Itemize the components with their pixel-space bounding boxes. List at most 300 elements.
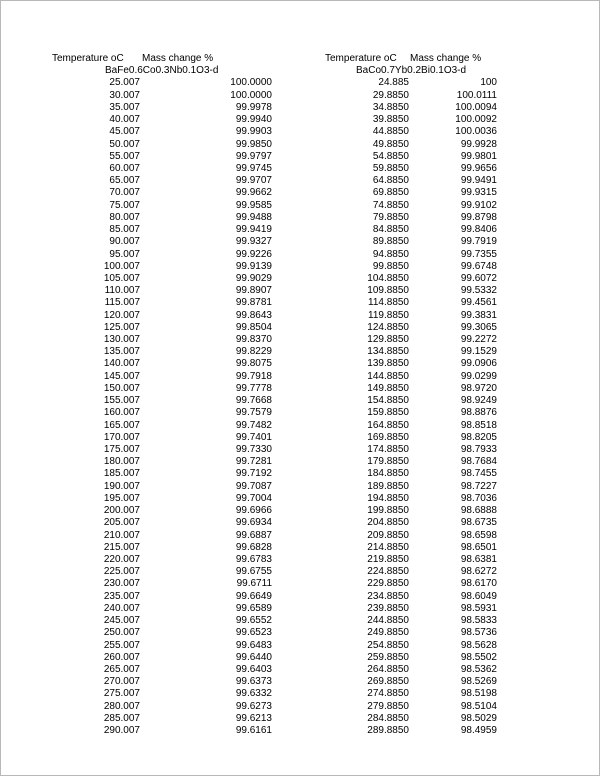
mass-change-cell: 98.9720 <box>460 382 497 394</box>
mass-change-cell: 100.0094 <box>455 101 497 113</box>
mass-change-cell: 99.9327 <box>235 236 272 248</box>
mass-change-cell: 99.9419 <box>235 224 272 236</box>
temperature-cell: 200.007 <box>103 505 140 517</box>
table-row <box>318 200 503 212</box>
mass-change-cell: 98.5104 <box>460 700 497 712</box>
table-row <box>40 468 280 480</box>
temperature-cell: 160.007 <box>103 407 140 419</box>
temperature-cell: 260.007 <box>103 651 140 663</box>
mass-change-cell: 98.8205 <box>460 431 497 443</box>
temperature-cell: 165.007 <box>103 419 140 431</box>
temperature-cell: 35.007 <box>109 101 140 113</box>
temperature-cell: 259.8850 <box>367 651 409 663</box>
mass-change-cell: 99.9801 <box>460 150 497 162</box>
right-mass-header: Mass change % <box>410 53 482 64</box>
table-row <box>40 139 280 151</box>
temperature-cell: 204.8850 <box>367 517 409 529</box>
table-row <box>40 420 280 432</box>
temperature-cell: 150.007 <box>103 382 140 394</box>
table-row <box>40 542 280 554</box>
temperature-cell: 60.007 <box>109 162 140 174</box>
table-row <box>40 493 280 505</box>
table-row <box>318 102 503 114</box>
mass-change-cell: 99.9978 <box>235 101 272 113</box>
mass-change-cell: 98.7036 <box>460 492 497 504</box>
temperature-cell: 239.8850 <box>367 602 409 614</box>
table-row <box>40 578 280 590</box>
temperature-cell: 155.007 <box>103 395 140 407</box>
table-row <box>40 725 280 737</box>
mass-change-cell: 99.9585 <box>235 199 272 211</box>
mass-change-cell: 99.9315 <box>460 187 497 199</box>
right-compound-row <box>318 65 503 77</box>
left-header-row <box>40 53 280 65</box>
mass-change-cell: 98.6598 <box>460 529 497 541</box>
temperature-cell: 54.8850 <box>372 150 409 162</box>
mass-change-cell: 98.5736 <box>460 627 497 639</box>
temperature-cell: 250.007 <box>103 627 140 639</box>
table-row <box>40 566 280 578</box>
table-row <box>318 187 503 199</box>
mass-change-cell: 99.7918 <box>235 370 272 382</box>
table-row <box>40 407 280 419</box>
table-row <box>40 273 280 285</box>
table-row <box>40 346 280 358</box>
table-row <box>318 249 503 261</box>
temperature-cell: 145.007 <box>103 370 140 382</box>
mass-change-cell: 99.0299 <box>460 370 497 382</box>
mass-change-cell: 99.7281 <box>235 456 272 468</box>
table-row <box>40 640 280 652</box>
temperature-cell: 245.007 <box>103 615 140 627</box>
table-row <box>318 603 503 615</box>
mass-change-cell: 99.9102 <box>460 199 497 211</box>
table-row <box>318 444 503 456</box>
mass-change-cell: 99.8798 <box>460 211 497 223</box>
mass-change-cell: 99.6711 <box>236 578 272 590</box>
table-row <box>40 456 280 468</box>
temperature-cell: 285.007 <box>103 712 140 724</box>
left-rows <box>40 77 280 737</box>
table-row <box>318 701 503 713</box>
mass-change-cell: 99.8406 <box>460 224 497 236</box>
table-row <box>40 432 280 444</box>
mass-change-cell: 99.7087 <box>235 480 272 492</box>
table-row <box>40 444 280 456</box>
table-row <box>40 395 280 407</box>
mass-change-cell: 100.0036 <box>455 126 497 138</box>
mass-change-cell: 99.8229 <box>235 346 272 358</box>
mass-change-cell: 98.6272 <box>460 566 497 578</box>
table-row <box>40 615 280 627</box>
mass-change-cell: 98.7455 <box>460 468 497 480</box>
table-row <box>318 346 503 358</box>
temperature-cell: 184.8850 <box>367 468 409 480</box>
table-row <box>40 358 280 370</box>
mass-change-cell: 99.9139 <box>235 260 272 272</box>
temperature-cell: 159.8850 <box>367 407 409 419</box>
table-row <box>318 114 503 126</box>
mass-change-cell: 99.8370 <box>235 334 272 346</box>
mass-change-cell: 99.6332 <box>235 688 272 700</box>
temperature-cell: 139.8850 <box>367 358 409 370</box>
mass-change-cell: 99.7778 <box>235 382 272 394</box>
temperature-cell: 89.8850 <box>372 236 409 248</box>
mass-change-cell: 99.6213 <box>235 712 272 724</box>
table-row <box>40 517 280 529</box>
temperature-cell: 274.8850 <box>367 688 409 700</box>
mass-change-cell: 99.4561 <box>460 297 497 309</box>
temperature-cell: 235.007 <box>103 590 140 602</box>
temperature-cell: 234.8850 <box>367 590 409 602</box>
table-row <box>318 652 503 664</box>
mass-change-cell: 99.8781 <box>235 297 272 309</box>
mass-change-cell: 100 <box>480 77 497 89</box>
table-row <box>40 664 280 676</box>
mass-change-cell: 99.9491 <box>460 175 497 187</box>
mass-change-cell: 98.5269 <box>460 676 497 688</box>
temperature-cell: 154.8850 <box>367 395 409 407</box>
mass-change-cell: 99.8907 <box>235 285 272 297</box>
mass-change-cell: 99.3065 <box>460 321 497 333</box>
table-row <box>318 688 503 700</box>
temperature-cell: 125.007 <box>103 321 140 333</box>
table-row <box>40 77 280 89</box>
temperature-cell: 185.007 <box>103 468 140 480</box>
mass-change-cell: 99.7668 <box>235 395 272 407</box>
table-row <box>40 591 280 603</box>
mass-change-cell: 98.5502 <box>460 651 497 663</box>
mass-change-cell: 98.6381 <box>460 553 497 565</box>
table-row <box>318 151 503 163</box>
mass-change-cell: 99.6483 <box>235 639 272 651</box>
table-row <box>318 676 503 688</box>
table-row <box>40 187 280 199</box>
temperature-cell: 120.007 <box>103 309 140 321</box>
table-row <box>318 139 503 151</box>
table-row <box>40 505 280 517</box>
table-row <box>40 701 280 713</box>
mass-change-cell: 99.6934 <box>235 517 272 529</box>
temperature-cell: 44.8850 <box>372 126 409 138</box>
temperature-cell: 224.8850 <box>367 566 409 578</box>
mass-change-cell: 99.1529 <box>460 346 497 358</box>
temperature-cell: 64.8850 <box>372 175 409 187</box>
left-data-table <box>40 53 280 737</box>
temperature-cell: 79.8850 <box>372 211 409 223</box>
mass-change-cell: 99.7482 <box>235 419 272 431</box>
table-row <box>318 713 503 725</box>
temperature-cell: 244.8850 <box>367 615 409 627</box>
table-row <box>40 481 280 493</box>
mass-change-cell: 99.6755 <box>235 566 272 578</box>
table-row <box>40 102 280 114</box>
mass-change-cell: 99.7579 <box>235 407 272 419</box>
temperature-cell: 50.007 <box>109 138 140 150</box>
mass-change-cell: 99.6523 <box>235 627 272 639</box>
mass-change-cell: 99.7192 <box>235 468 272 480</box>
temperature-cell: 279.8850 <box>367 700 409 712</box>
temperature-cell: 255.007 <box>103 639 140 651</box>
table-row <box>318 358 503 370</box>
mass-change-cell: 99.6072 <box>460 272 497 284</box>
mass-change-cell: 99.7919 <box>460 236 497 248</box>
temperature-cell: 195.007 <box>103 492 140 504</box>
table-row <box>40 371 280 383</box>
temperature-cell: 25.007 <box>109 77 140 89</box>
table-row <box>40 322 280 334</box>
mass-change-cell: 99.3831 <box>460 309 497 321</box>
table-row <box>40 297 280 309</box>
temperature-cell: 70.007 <box>109 187 140 199</box>
table-row <box>318 273 503 285</box>
temperature-cell: 265.007 <box>103 663 140 675</box>
temperature-cell: 39.8850 <box>372 114 409 126</box>
temperature-cell: 109.8850 <box>367 285 409 297</box>
table-row <box>318 126 503 138</box>
table-row <box>318 261 503 273</box>
temperature-cell: 219.8850 <box>367 553 409 565</box>
temperature-cell: 99.8850 <box>372 260 409 272</box>
mass-change-cell: 98.5198 <box>460 688 497 700</box>
table-row <box>318 371 503 383</box>
temperature-cell: 194.8850 <box>367 492 409 504</box>
table-row <box>318 505 503 517</box>
temperature-cell: 229.8850 <box>367 578 409 590</box>
table-row <box>40 151 280 163</box>
mass-change-cell: 99.9707 <box>235 175 272 187</box>
table-row <box>318 310 503 322</box>
mass-change-cell: 99.6552 <box>235 615 272 627</box>
mass-change-cell: 99.6161 <box>235 725 272 737</box>
table-row <box>318 468 503 480</box>
temperature-cell: 249.8850 <box>367 627 409 639</box>
mass-change-cell: 98.7933 <box>460 444 497 455</box>
table-row <box>318 420 503 432</box>
mass-change-cell: 98.9249 <box>460 395 497 407</box>
mass-change-cell: 99.7355 <box>460 248 497 260</box>
temperature-cell: 284.8850 <box>367 712 409 724</box>
table-row <box>318 77 503 89</box>
right-temperature-header: Temperature oC <box>325 53 397 64</box>
temperature-cell: 124.8850 <box>367 321 409 333</box>
mass-change-cell: 99.7401 <box>235 431 272 443</box>
temperature-cell: 49.8850 <box>372 138 409 150</box>
mass-change-cell: 99.6373 <box>235 676 272 688</box>
temperature-cell: 74.8850 <box>372 199 409 211</box>
mass-change-cell: 99.0906 <box>460 358 497 370</box>
temperature-cell: 170.007 <box>103 431 140 443</box>
temperature-cell: 230.007 <box>103 578 140 590</box>
mass-change-cell: 99.2272 <box>460 334 497 346</box>
table-row <box>40 224 280 236</box>
mass-change-cell: 99.6589 <box>235 602 272 614</box>
table-row <box>318 163 503 175</box>
table-row <box>40 334 280 346</box>
temperature-cell: 280.007 <box>103 700 140 712</box>
mass-change-cell: 99.9928 <box>460 138 497 150</box>
temperature-cell: 85.007 <box>109 224 140 236</box>
table-row <box>318 297 503 309</box>
temperature-cell: 269.8850 <box>367 676 409 688</box>
temperature-cell: 65.007 <box>109 175 140 187</box>
temperature-cell: 215.007 <box>103 541 140 553</box>
table-row <box>318 578 503 590</box>
mass-change-cell: 98.7684 <box>460 456 497 468</box>
mass-change-cell: 99.9850 <box>235 138 272 150</box>
table-row <box>40 554 280 566</box>
left-temperature-header: Temperature oC <box>52 53 124 64</box>
temperature-cell: 110.007 <box>104 285 140 297</box>
table-row <box>40 676 280 688</box>
table-row <box>318 725 503 737</box>
temperature-cell: 169.8850 <box>367 431 409 443</box>
table-row <box>40 90 280 102</box>
temperature-cell: 129.8850 <box>367 334 409 346</box>
table-row <box>40 236 280 248</box>
table-row <box>40 627 280 639</box>
temperature-cell: 40.007 <box>109 114 140 126</box>
temperature-cell: 254.8850 <box>367 639 409 651</box>
temperature-cell: 130.007 <box>103 334 140 346</box>
temperature-cell: 114.8850 <box>368 297 409 309</box>
mass-change-cell: 98.5833 <box>460 615 497 627</box>
temperature-cell: 214.8850 <box>367 541 409 553</box>
table-row <box>318 481 503 493</box>
mass-change-cell: 99.5332 <box>460 285 497 297</box>
temperature-cell: 119.8850 <box>368 309 409 321</box>
table-row <box>318 175 503 187</box>
temperature-cell: 199.8850 <box>367 505 409 517</box>
temperature-cell: 69.8850 <box>372 187 409 199</box>
table-row <box>318 322 503 334</box>
table-row <box>40 285 280 297</box>
temperature-cell: 134.8850 <box>367 346 409 358</box>
mass-change-cell: 98.6170 <box>460 578 497 590</box>
table-row <box>318 334 503 346</box>
table-row <box>318 566 503 578</box>
mass-change-cell: 100.0000 <box>230 77 272 89</box>
mass-change-cell: 99.9662 <box>235 187 272 199</box>
table-row <box>318 615 503 627</box>
table-row <box>40 713 280 725</box>
mass-change-cell: 99.8504 <box>235 321 272 333</box>
mass-change-cell: 100.0000 <box>230 89 272 101</box>
table-row <box>318 640 503 652</box>
mass-change-cell: 99.8075 <box>235 358 272 370</box>
table-row <box>40 310 280 322</box>
table-row <box>40 200 280 212</box>
temperature-cell: 59.8850 <box>372 162 409 174</box>
table-row <box>318 664 503 676</box>
temperature-cell: 100.007 <box>103 260 140 272</box>
temperature-cell: 290.007 <box>103 725 140 737</box>
table-row <box>40 603 280 615</box>
table-row <box>318 493 503 505</box>
left-compound-label: BaFe0.6Co0.3Nb0.1O3-d <box>105 65 219 77</box>
table-row <box>40 175 280 187</box>
mass-change-cell: 99.9488 <box>235 211 272 223</box>
table-row <box>318 285 503 297</box>
mass-change-cell: 99.8643 <box>235 309 272 321</box>
temperature-cell: 34.8850 <box>372 101 409 113</box>
temperature-cell: 105.007 <box>103 272 140 284</box>
temperature-cell: 55.007 <box>109 150 140 162</box>
mass-change-cell: 100.0092 <box>455 114 497 126</box>
mass-change-cell: 98.6049 <box>460 590 497 602</box>
temperature-cell: 205.007 <box>103 517 140 529</box>
table-row <box>40 114 280 126</box>
mass-change-cell: 99.6273 <box>235 700 272 712</box>
temperature-cell: 275.007 <box>103 688 140 700</box>
mass-change-cell: 99.6966 <box>235 505 272 517</box>
table-row <box>40 126 280 138</box>
temperature-cell: 115.007 <box>104 297 140 309</box>
mass-change-cell: 99.9029 <box>235 272 272 284</box>
table-row <box>318 554 503 566</box>
table-row <box>40 652 280 664</box>
table-row <box>318 395 503 407</box>
mass-change-cell: 99.9226 <box>235 248 272 260</box>
mass-change-cell: 99.7004 <box>235 492 272 504</box>
temperature-cell: 90.007 <box>109 236 140 248</box>
mass-change-cell: 99.6748 <box>460 260 497 272</box>
table-row <box>40 261 280 273</box>
temperature-cell: 75.007 <box>109 199 140 211</box>
temperature-cell: 24.885 <box>378 77 409 89</box>
table-row <box>318 432 503 444</box>
temperature-cell: 95.007 <box>109 248 140 260</box>
table-row <box>318 383 503 395</box>
temperature-cell: 104.8850 <box>367 272 409 284</box>
mass-change-cell: 99.6649 <box>235 590 272 602</box>
temperature-cell: 164.8850 <box>367 419 409 431</box>
mass-change-cell: 98.6735 <box>460 517 497 529</box>
table-row <box>318 591 503 603</box>
temperature-cell: 29.8850 <box>372 89 409 101</box>
mass-change-cell: 100.0111 <box>456 89 497 101</box>
temperature-cell: 264.8850 <box>367 663 409 675</box>
left-compound-row <box>40 65 280 77</box>
mass-change-cell: 98.8876 <box>460 407 497 419</box>
temperature-cell: 175.007 <box>103 444 140 455</box>
temperature-cell: 140.007 <box>103 358 140 370</box>
table-row <box>40 688 280 700</box>
table-row <box>40 530 280 542</box>
mass-change-cell: 98.7227 <box>460 480 497 492</box>
temperature-cell: 289.8850 <box>367 725 409 737</box>
temperature-cell: 225.007 <box>103 566 140 578</box>
mass-change-cell: 99.6887 <box>235 529 272 541</box>
mass-change-cell: 99.6440 <box>235 651 272 663</box>
temperature-cell: 94.8850 <box>372 248 409 260</box>
table-row <box>318 224 503 236</box>
mass-change-cell: 99.9903 <box>235 126 272 138</box>
mass-change-cell: 99.6403 <box>235 663 272 675</box>
mass-change-cell: 98.5362 <box>460 663 497 675</box>
temperature-cell: 240.007 <box>103 602 140 614</box>
temperature-cell: 30.007 <box>109 89 140 101</box>
mass-change-cell: 98.5931 <box>460 602 497 614</box>
right-header-row <box>318 53 503 65</box>
temperature-cell: 220.007 <box>103 553 140 565</box>
temperature-cell: 80.007 <box>109 211 140 223</box>
temperature-cell: 270.007 <box>103 676 140 688</box>
right-data-table <box>318 53 503 737</box>
table-row <box>40 383 280 395</box>
mass-change-cell: 99.9656 <box>460 162 497 174</box>
table-row <box>40 249 280 261</box>
